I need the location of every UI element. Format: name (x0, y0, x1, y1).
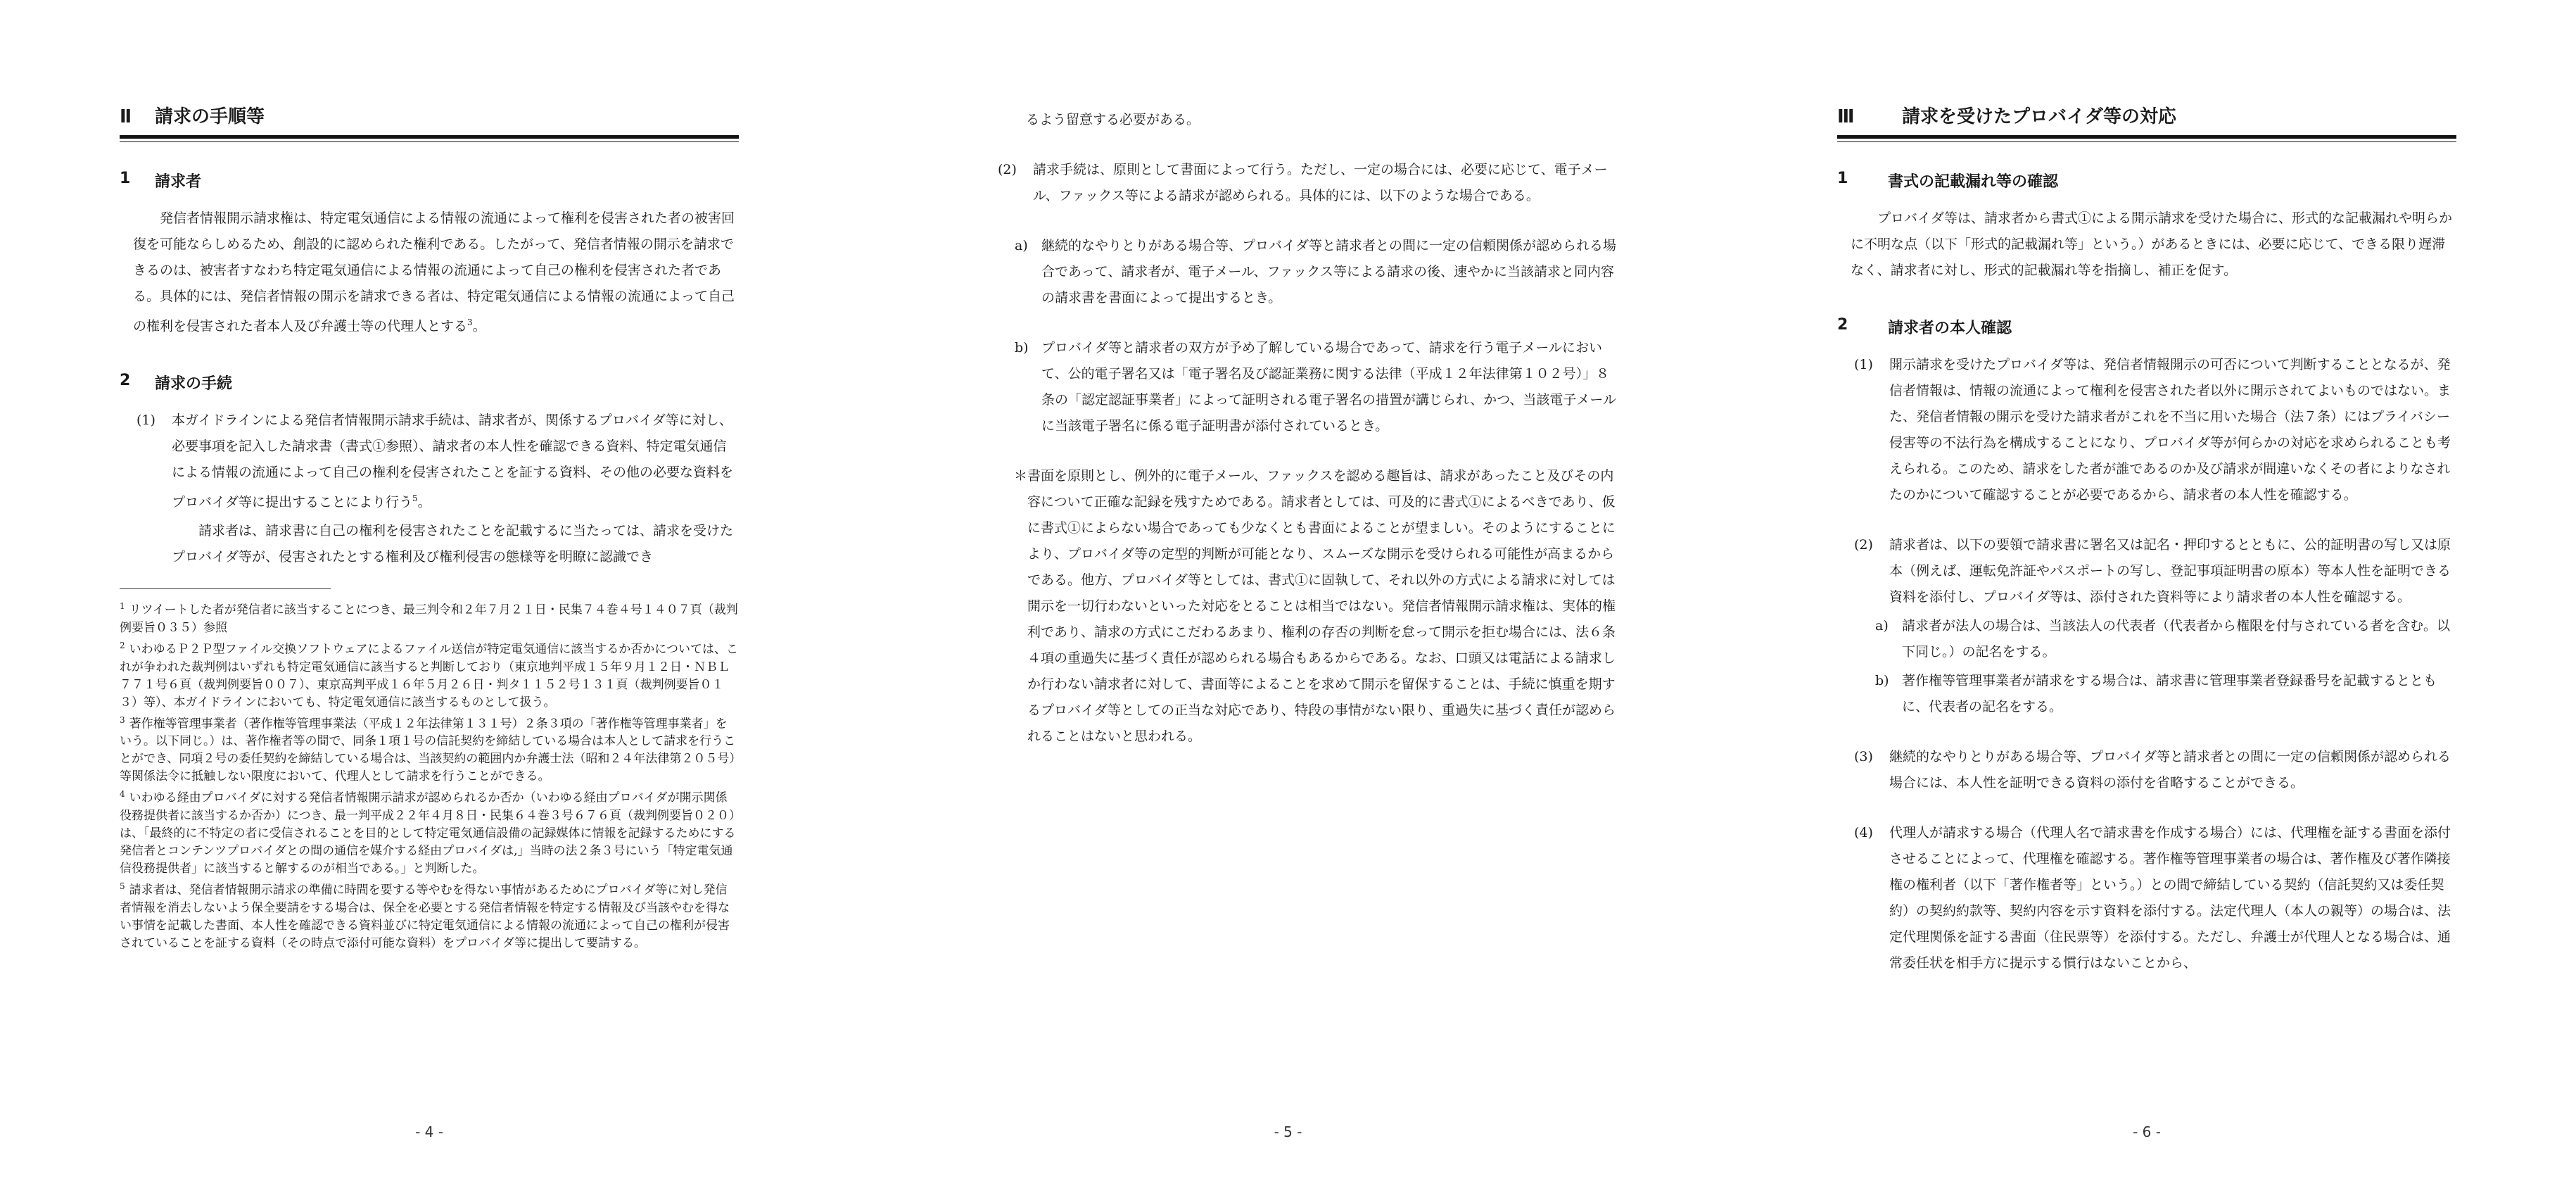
subsection-title-text: 請求者の本人確認 (1888, 319, 2012, 337)
section-number: Ⅱ (120, 106, 132, 127)
footnote-ref: 3 (467, 317, 473, 327)
page-6-content (1837, 106, 2456, 1000)
section-title-text: 請求を受けたプロバイダ等の対応 (1902, 106, 2177, 127)
continued-text: るよう留意する必要がある。 (1026, 112, 1200, 127)
subsection-title-claimant (120, 170, 739, 191)
footnote-separator (120, 588, 331, 589)
item-marker: b) (1875, 672, 1889, 688)
section-title-text: 請求の手順等 (155, 106, 265, 127)
identity-item-2 (1837, 532, 2456, 610)
page-number: - 5 - (1274, 1123, 1302, 1140)
subsection-number: 1 (1837, 169, 1848, 187)
footnote-4: $^4$ いわゆる経由プロバイダに対する発信者情報開示請求が認められるか否か（いわゆる経由プロバイダが開示関係役務提供者に該当するか否か）につき、最一判平成２２年４月８日・民集６４巻３号６７６頁（裁判例要旨０２０）は、「最終的に不特定の者に受信されることを目的として特定電気通信設備の記録媒体に情報を記録するためにする発信者とコンテンツプロバイダとの間の通信を媒介する経由プロバイダは,」当時の法２条３号にいう「特定電気通信役務提供者」に該当すると解するのが相当である。」と判断した。 (120, 789, 736, 876)
procedure-item-a (998, 233, 1617, 311)
item-text: 著作権等管理事業者が請求をする場合は、請求書に管理事業者登録番号を記載するとともに、代表者の記名をする。 (1902, 672, 2437, 714)
identity-item-1 (1837, 352, 2456, 508)
item-text: 代理人が請求する場合（代理人名で請求書を作成する場合）には、代理権を証する書面を添付させることによって、代理権を確認する。著作権等管理事業者の場合は、著作権及び著作隣接権の権利者（以下「著作権者等」という。）との間で締結している契約（信託契約又は委任契約）の契約約款等、契約内容を示す資料を添付する。法定代理人（本人の親等）の場合は、法定代理関係を証する書面（住民票等）を添付する。ただし、弁護士が代理人となる場合は、通常委任状を相手方に提示する慣行はないことから、 (1889, 824, 2451, 971)
item-marker: (1) (1854, 356, 1873, 372)
subsection-title-text: 請求者 (155, 172, 202, 191)
item-marker: a) (1875, 617, 1889, 634)
format-check-paragraph: プロバイダ等は、請求者から書式①による開示請求を受けた場合に、形式的な記載漏れや明らかに不明な点（以下「形式的記載漏れ等」という。）があるときには、必要に応じて、できる限り遅滞なく、請求者に対し、形式的記載漏れ等を指摘し、補正を促す。 (1851, 210, 2453, 278)
footnote-1: $^1$ リツイートした者が発信者に該当することにつき、最三判令和２年７月２１日・民集７４巻４号１４０７頁（裁判例要旨０３５）参照 (120, 601, 738, 636)
item-marker: (2) (998, 162, 1017, 177)
subsection-title-text: 書式の記載漏れ等の確認 (1888, 172, 2059, 191)
procedure-item-1-continuation: 請求者は、請求書に自己の権利を侵害されたことを記載するに当たっては、請求を受けたプロバイダ等が、侵害されたとする権利及び権利侵害の態様等を明瞭に認識でき (172, 523, 734, 565)
identity-item-b (1837, 668, 2456, 720)
item-text: 継続的なやりとりがある場合等、プロバイダ等と請求者との間に一定の信頼関係が認められる場合には、本人性を証明できる資料の添付を省略することができる。 (1889, 748, 2451, 791)
subsection-title-identity (1837, 316, 2456, 338)
item-marker: (3) (1854, 748, 1873, 764)
procedure-item-2 (998, 157, 1617, 209)
subsection-number: 2 (1837, 315, 1848, 334)
page-4-content (120, 106, 739, 952)
footnote-ref: 5 (412, 493, 418, 504)
section-number: Ⅲ (1837, 106, 1855, 127)
identity-item-3 (1837, 744, 2456, 796)
procedure-item-b (998, 335, 1617, 439)
item-text: 開示請求を受けたプロバイダ等は、発信者情報開示の可否について判断することとなるが、発信者情報は、情報の流通によって権利を侵害された者以外に開示されてよいものではない。また、発信者情報の開示を受けた請求者がこれを不当に用いた場合（法７条）にはプライバシー侵害等の不法行為を構成することになり、プロバイダ等が何らかの対応を求められることも考えられる。このため、請求をした者が誰であるのか及び請求が間違いなくその者によりなされたのかについて確認することが必要であるから、請求者の本人性を確認する。 (1889, 356, 2451, 503)
procedure-item-1 (120, 408, 739, 515)
section-title-3 (1837, 106, 2456, 139)
subsection-number: 2 (120, 372, 131, 390)
footnote-5: $^5$ 請求者は、発信者情報開示請求の準備に時間を要する等やむを得ない事情があるためにプロバイダ等に対し発信者情報を消去しないよう保全要請をする場合は、保全を必要とする発信者情報を特定する情報及び当該やむを得ない事情を記載した書面、本人性を確認できる資料並びに特定電気通信による情報の流通によって自己の権利が侵害されていることを証する資料（その時点で添付可能な資料）をプロバイダ等に提出して要請する。 (120, 881, 730, 950)
item-marker: (1) (137, 412, 156, 429)
item-marker: a) (1015, 238, 1028, 253)
page-6 (1718, 0, 2576, 1203)
subsection-title-format-check (1837, 170, 2456, 191)
identity-item-4 (1837, 820, 2456, 976)
item-text: プロバイダ等と請求者の双方が予め了解している場合であって、請求を行う電子メールにおいて、公的電子署名又は「電子署名及び認証業務に関する法律（平成１２年法律第１０２号）」８条の「認定認証事業者」によって証明される電子署名の措置が講じられ、かつ、当該電子メールに当該電子署名に係る電子証明書が添付されているとき。 (1041, 340, 1617, 434)
item-text: 本ガイドラインによる発信者情報開示請求手続は、請求者が、関係するプロバイダ等に対し、必要事項を記入した請求書（書式①参照）、請求者の本人性を確認できる資料、特定電気通信による情報の流通によって自己の権利を侵害されたことを証する資料、その他の必要な資料をプロバイダ等に提出することにより行う$^5$。 (172, 412, 734, 510)
claimant-paragraph: 発信者情報開示請求権は、特定電気通信による情報の流通によって権利を侵害された者の被害回復を可能ならしめるため、創設的に認められた権利である。したがって、発信者情報の開示を請求できるのは、被害者すなわち特定電気通信による情報の流通によって自己の権利を侵害された者である。具体的には、発信者情報の開示を請求できる者は、特定電気通信による情報の流通によって自己の権利を侵害された者本人及び弁護士等の代理人とする$^3$。 (133, 210, 735, 334)
item-marker: (2) (1854, 536, 1873, 553)
page-4 (0, 0, 858, 1203)
page-5-content (998, 107, 1617, 750)
item-text: 請求手続は、原則として書面によって行う。ただし、一定の場合には、必要に応じて、電子メール、ファックス等による請求が認められる。具体的には、以下のような場合である。 (1033, 162, 1608, 203)
item-text: 継続的なやりとりがある場合等、プロバイダ等と請求者との間に一定の信頼関係が認められる場合であって、請求者が、電子メール、ファックス等による請求の後、速やかに当該請求と同内容の請求書を書面によって提出するとき。 (1041, 238, 1617, 306)
subsection-title-procedure (120, 372, 739, 393)
item-text: 請求者が法人の場合は、当該法人の代表者（代表者から権限を付与されている者を含む。以下同じ。）の記名をする。 (1902, 617, 2451, 660)
subsection-number: 1 (120, 169, 131, 187)
identity-item-a (1837, 613, 2456, 665)
subsection-title-text: 請求の手続 (155, 375, 233, 393)
note-paragraph: ＊書面を原則とし、例外的に電子メール、ファックスを認める趣旨は、請求があったこと及びその内容について正確な記録を残すためである。請求者としては、可及的に書式①によるべきであり、仮に書式①によらない場合であっても少なくとも書面によることが望ましい。そのようにすることにより、プロバイダ等の定型的判断が可能となり、スムーズな開示を受けられる可能性が高まるからである。他方、プロバイダ等としては、書式①に固執して、それ以外の方式による請求に対しては開示を一切行わないといった対応をとることは相当ではない。発信者情報開示請求権は、実体的権利であり、請求の方式にこだわるあまり、権利の存否の判断を怠って開示を拒む場合には、法６条４項の重過失に基づく責任が認められる場合もあるからである。なお、口頭又は電話による請求しか行わない請求者に対して、書面等によることを求めて開示を留保することは、手続に慎重を期するプロバイダ等としての正当な対応であり、特段の事情がない限り、重過失に基づく責任が認められることはないと思われる。 (1014, 468, 1616, 744)
page-number: - 6 - (2133, 1123, 2161, 1140)
footnote-3: $^3$ 著作権等管理事業者（著作権等管理事業法（平成１２年法律第１３１号）２条３項の「著作権等管理事業者」をいう。以下同じ。）は、著作権者等の間で、同条１項１号の信託契約を締結している場合は本人として請求を行うことができ、同項２号の委任契約を締結している場合は、当該契約の範囲内か弁護士法（昭和２４年法律第２０５号）等関係法令に抵触しない限度において、代理人として請求を行うことができる。 (120, 714, 736, 784)
footnotes (120, 598, 739, 952)
item-marker: (4) (1854, 824, 1873, 840)
section-title-2 (120, 106, 739, 139)
page-number: - 4 - (415, 1123, 443, 1140)
page-5 (858, 0, 1718, 1203)
footnote-2: $^2$ いわゆるＰ２Ｐ型ファイル交換ソフトウェアによるファイル送信が特定電気通信に該当するか否かについては、これが争われた裁判例はいずれも特定電気通信に該当すると判断しており（東京地判平成１５年９月１２日・ＮＢＬ７７１号６頁（裁判例要旨００７）、東京高判平成１６年５月２６日・判タ１１５２号１３１頁（裁判例要旨０１３）等）、本ガイドラインにおいても、特定電気通信に該当するものとして扱う。 (120, 641, 738, 710)
item-text: 請求者は、以下の要領で請求書に署名又は記名・押印するとともに、公的証明書の写し又は原本（例えば、運転免許証やパスポートの写し、登記事項証明書の原本）等本人性を証明できる資料を添付し、プロバイダ等は、添付された資料等により請求者の本人性を確認する。 (1889, 536, 2451, 605)
item-marker: b) (1015, 340, 1029, 355)
